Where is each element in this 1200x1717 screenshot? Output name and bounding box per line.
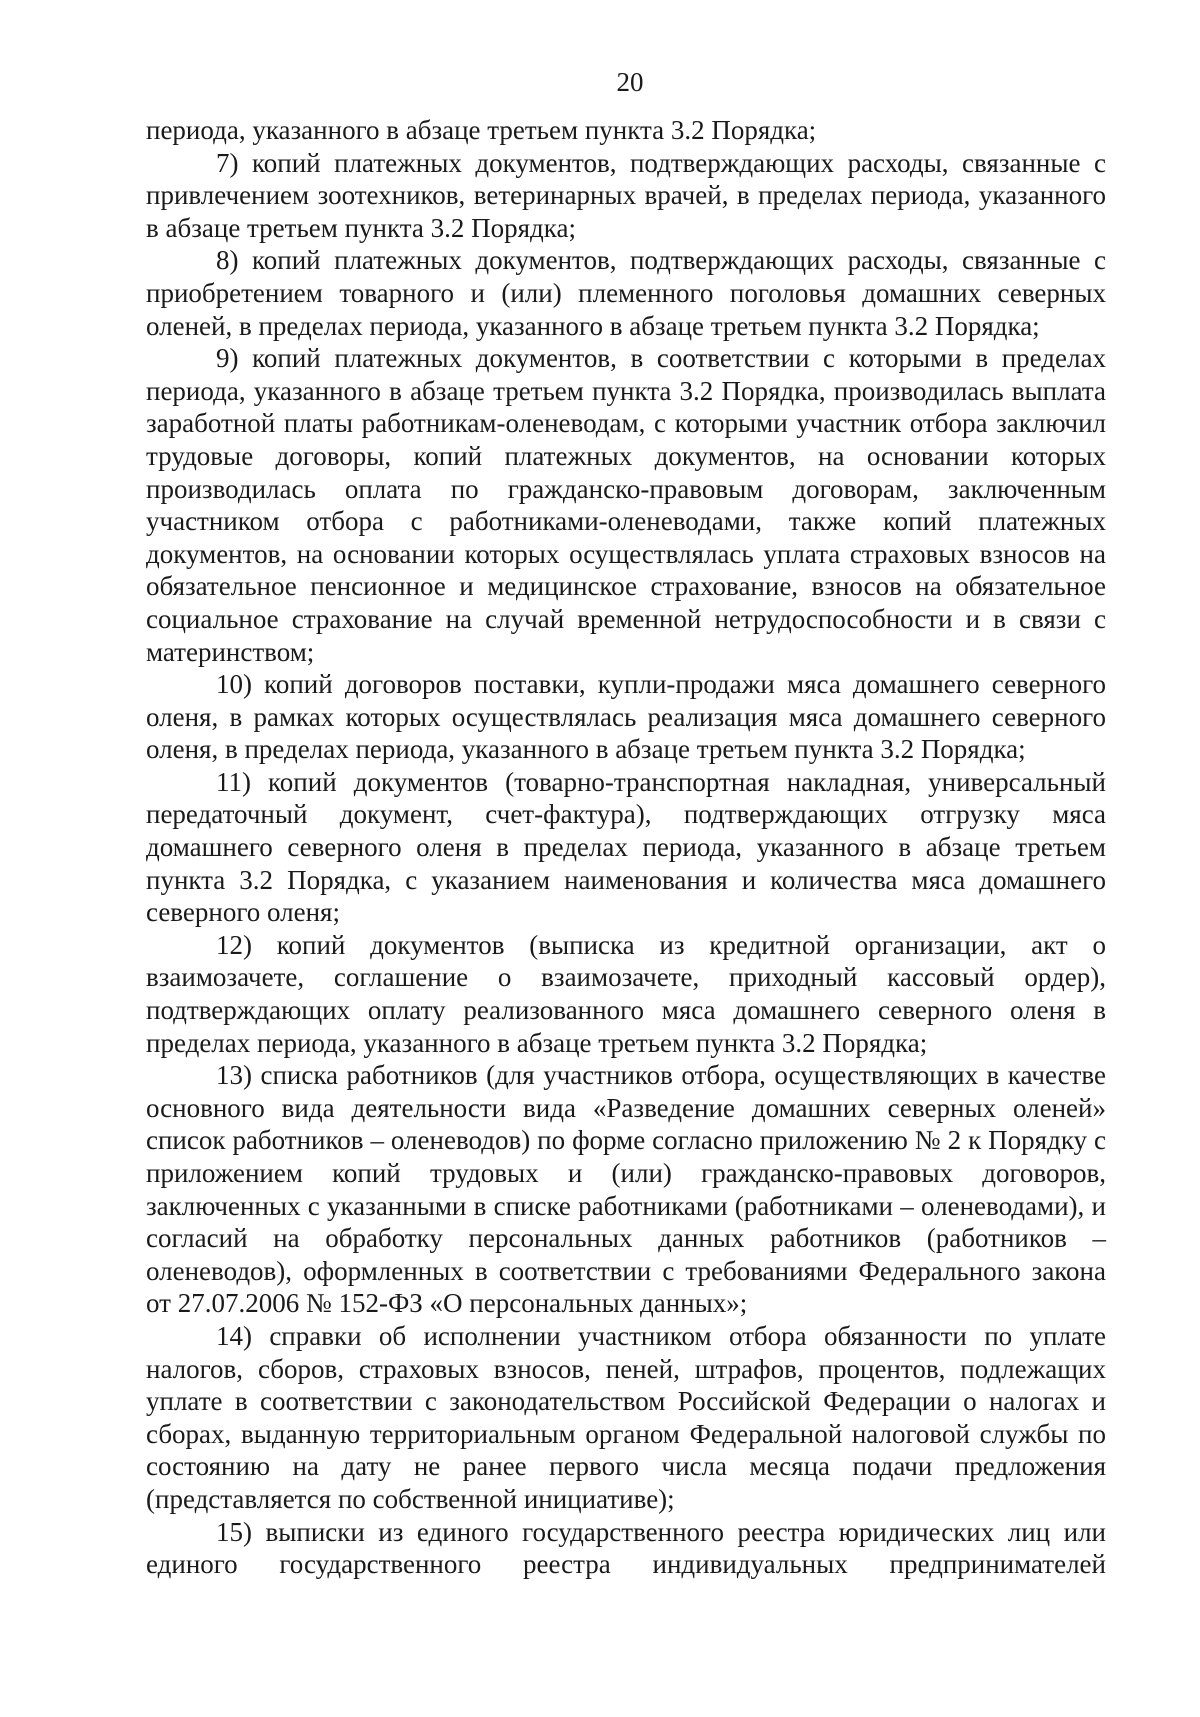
paragraph-item-8: 8) копий платежных документов, подтверждающих расходы, связанные с приобретением товарного и (или) племенного поголовья домашних северных оленей, в пределах периода, указанного в абзаце третьем пункта 3.2 Порядка; [146, 245, 1106, 341]
paragraph-item-15: 15) выписки из единого государственного реестра юридических лиц или единого государственного реестра индивидуальных предпринимателей [146, 1516, 1106, 1580]
paragraph-item-11: 11) копий документов (товарно-транспортная накладная, универсальный передаточный документ, счет-фактура), подтверждающих отгрузку мяса домашнего северного оленя в пределах периода, указанного в абзаце третьем пункта 3.2 Порядка, с указанием наименования и количества мяса домашнего северного оленя; [146, 766, 1106, 928]
paragraph-item-9: 9) копий платежных документов, в соответствии с которыми в пределах периода, указанного в абзаце третьем пункта 3.2 Порядка, производилась выплата заработной платы работникам-оленеводам, с которыми участник отбора заключил трудовые договоры, копий платежных документов, на основании которых производилась оплата по гражданско-правовым договорам, заключенным участником отбора с работниками-оленеводами, также копий платежных документов, на основании которых осуществлялась уплата страховых взносов на обязательное пенсионное и медицинское страхование, взносов на обязательное социальное страхование на случай временной нетрудоспособности и в связи с материнством; [146, 343, 1106, 667]
paragraph-item-7: 7) копий платежных документов, подтверждающих расходы, связанные с привлечением зоотехников, ветеринарных врачей, в пределах периода, указанного в абзаце третьем пункта 3.2 Порядка; [146, 147, 1106, 243]
paragraph-item-10: 10) копий договоров поставки, купли-продажи мяса домашнего северного оленя, в рамках которых осуществлялась реализация мяса домашнего северного оленя, в пределах периода, указанного в абзаце третьем пункта 3.2 Порядка; [146, 669, 1106, 765]
paragraph-continuation: периода, указанного в абзаце третьем пункта 3.2 Порядка; [146, 115, 817, 145]
paragraph-item-13: 13) списка работников (для участников отбора, осуществляющих в качестве основного вида деятельности вида «Разведение домашних северных оленей» список работников – оленеводов) по форме согласно приложению № 2 к Порядку с приложением копий трудовых и (или) гражданско-правовых договоров, заключенных с указанными в списке работниками (работниками – оленеводами), и согласий на обработку персональных данных работников (работников – оленеводов), оформленных в соответствии с требованиями Федерального закона от 27.07.2006 № 152-ФЗ «О персональных данных»; [146, 1060, 1106, 1319]
paragraph-item-12: 12) копий документов (выписка из кредитной организации, акт о взаимозачете, соглашение о взаимозачете, приходный кассовый ордер), подтверждающих оплату реализованного мяса домашнего северного оленя в пределах периода, указанного в абзаце третьем пункта 3.2 Порядка; [146, 929, 1106, 1058]
document-body [146, 114, 1106, 1581]
page-number: 20 [616, 67, 644, 97]
paragraph-item-14: 14) справки об исполнении участником отбора обязанности по уплате налогов, сборов, страховых взносов, пеней, штрафов, процентов, подлежащих уплате в соответствии с законодательством Российской Федерации о налогах и сборах, выданную территориальным органом Федеральной налоговой службы по состоянию на дату не ранее первого числа месяца подачи предложения (представляется по собственной инициативе); [146, 1320, 1106, 1514]
